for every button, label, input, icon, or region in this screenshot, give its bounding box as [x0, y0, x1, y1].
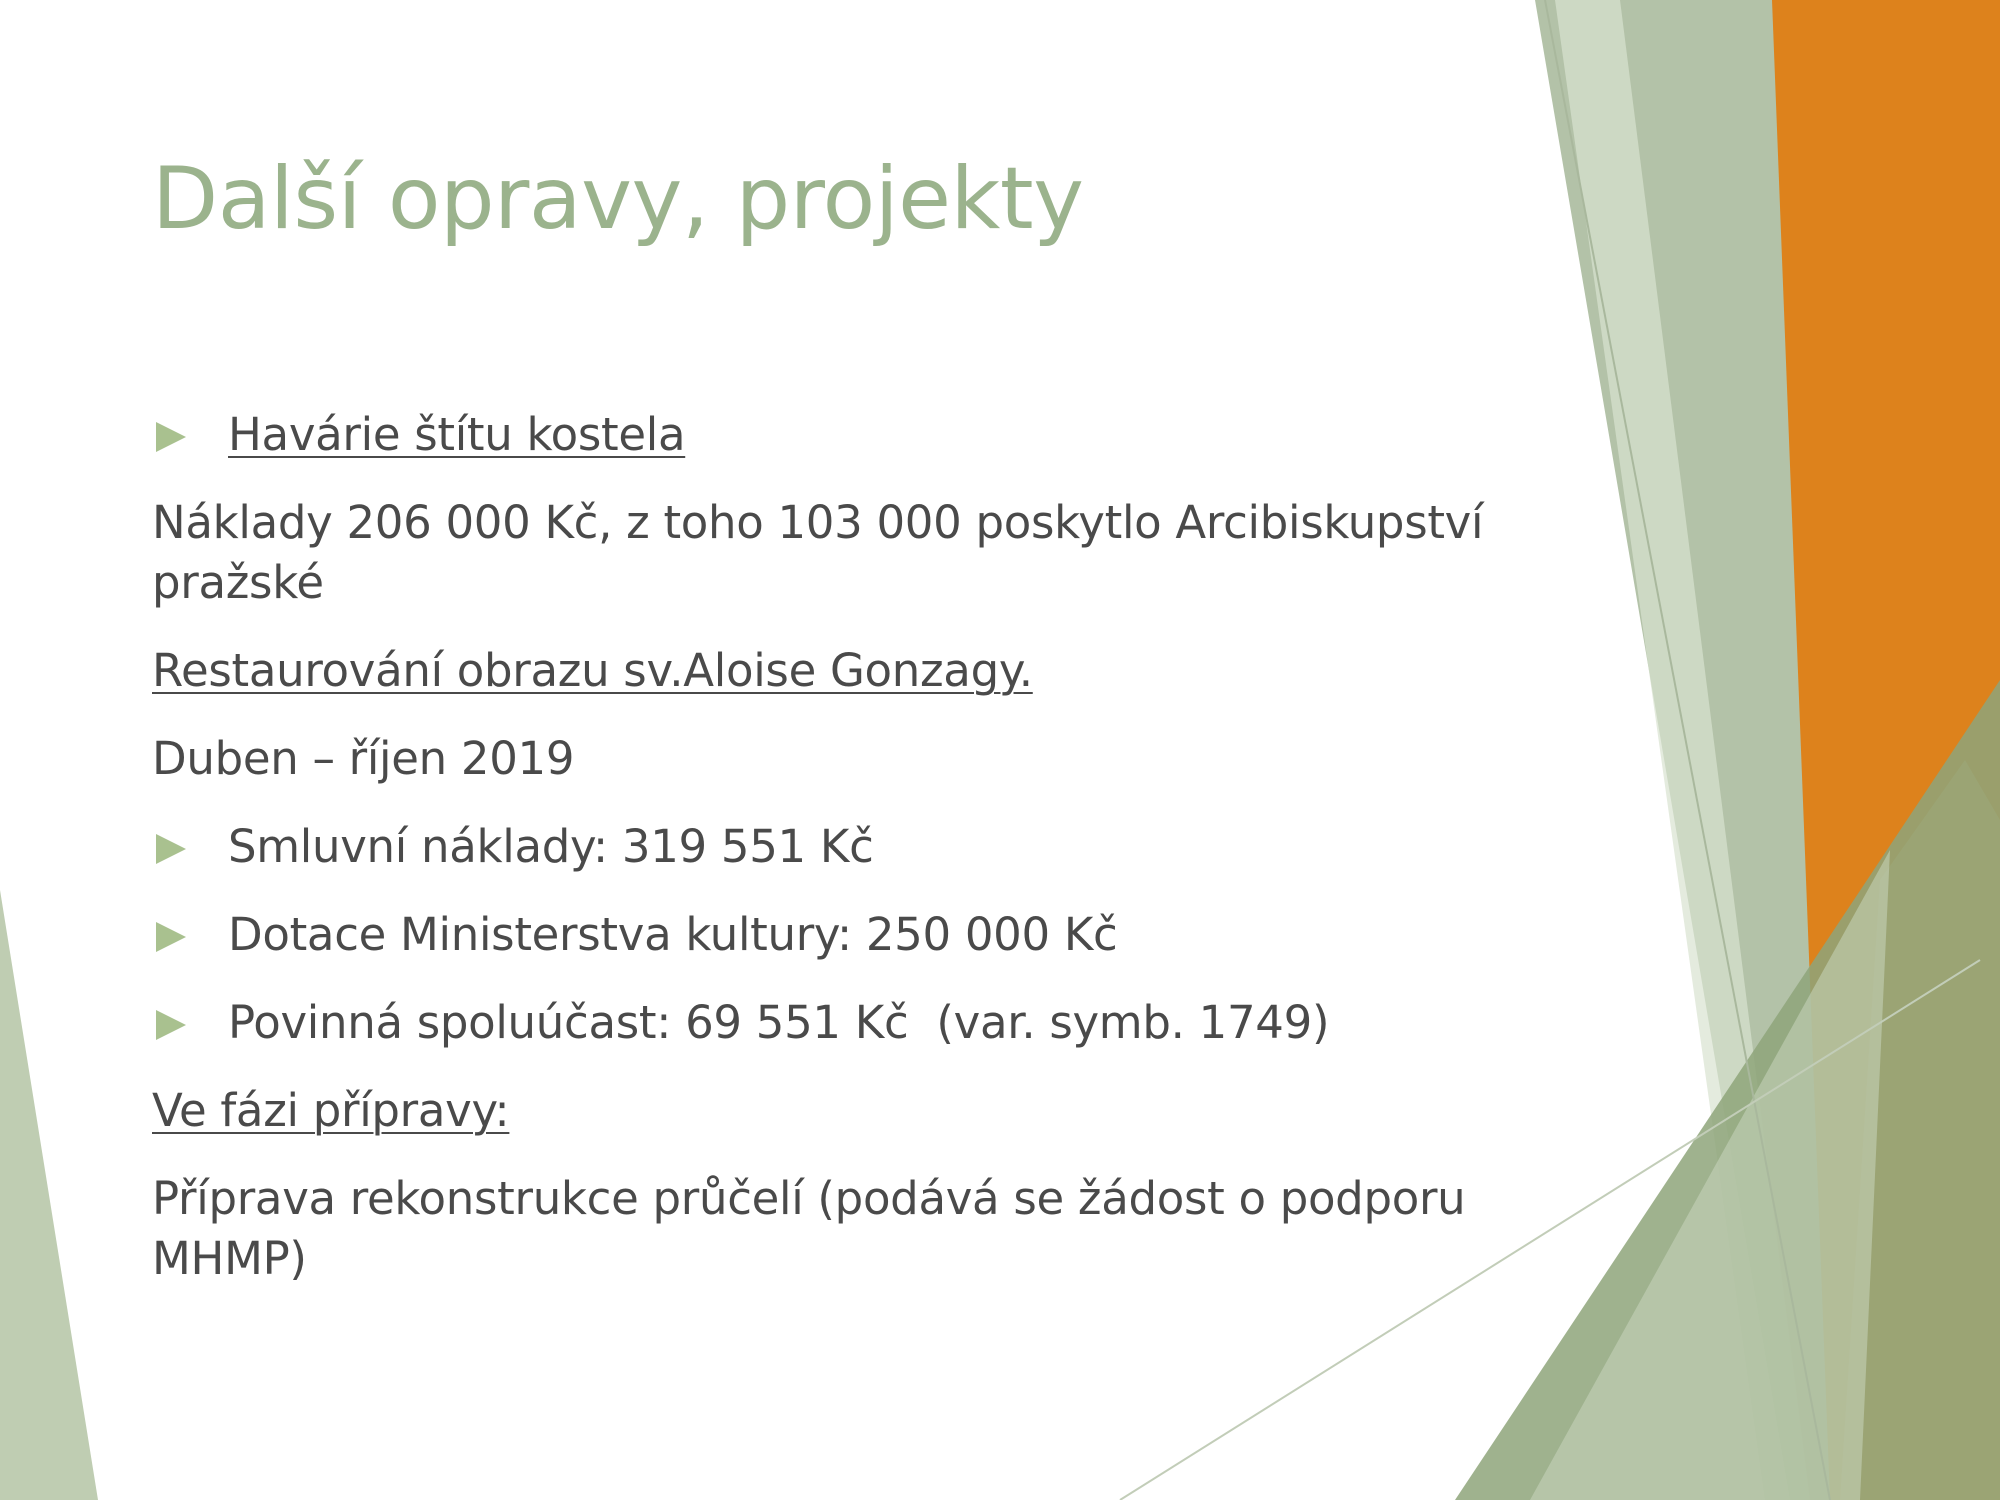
bullet-arrow-icon: [156, 922, 186, 952]
left-strip-shape: [0, 890, 98, 1500]
paragraph: Náklady 206 000 Kč, z toho 103 000 poskytlo Arcibiskupství pražské: [152, 496, 1484, 609]
bullet-arrow-icon: [156, 422, 186, 452]
list-item-text: Povinná spoluúčast: 69 551 Kč (var. symb. 1749): [228, 996, 1330, 1049]
list-item: [152, 817, 1492, 877]
bullet-arrow-icon: [156, 834, 186, 864]
paragraph: Duben – říjen 2019: [152, 732, 575, 785]
slide-content: [152, 405, 1492, 1317]
bullet-arrow-icon: [156, 1010, 186, 1040]
paragraph: Příprava rekonstrukce průčelí (podává se žádost o podporu MHMP): [152, 1172, 1466, 1285]
list-item: [152, 993, 1492, 1053]
item-heading: Havárie štítu kostela: [228, 408, 686, 461]
item-heading: Ve fázi přípravy:: [152, 1084, 510, 1137]
paragraph: [152, 641, 1492, 701]
paragraph: [152, 1081, 1492, 1141]
list-item: [152, 405, 1492, 465]
slide-title: Další opravy, projekty: [152, 149, 1084, 249]
list-item-text: Smluvní náklady: 319 551 Kč: [228, 820, 874, 873]
list-item-text: Dotace Ministerstva kultury: 250 000 Kč: [228, 908, 1118, 961]
item-heading: Restaurování obrazu sv.Aloise Gonzagy.: [152, 644, 1033, 697]
list-item: [152, 905, 1492, 965]
